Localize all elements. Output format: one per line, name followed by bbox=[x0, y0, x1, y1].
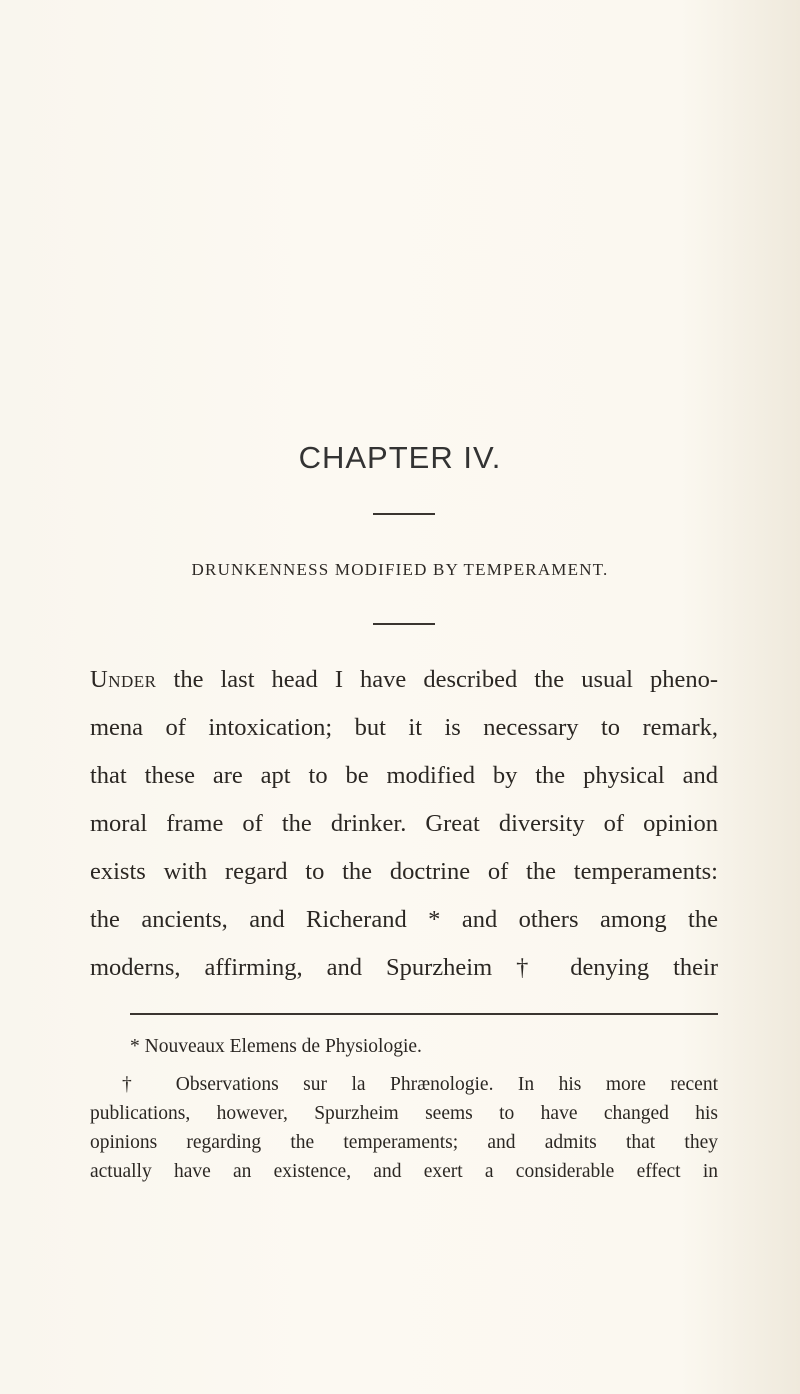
footnote-divider bbox=[130, 1013, 718, 1015]
chapter-title: CHAPTER IV. bbox=[298, 440, 502, 475]
body-line-7: moderns, affirming, and Spurzheim † denying their bbox=[90, 954, 718, 981]
footnote-2-line-3: opinions regarding the temperaments; and admits that they bbox=[90, 1132, 718, 1153]
footnote-2-line-2: publications, however, Spurzheim seems to have changed his bbox=[90, 1103, 718, 1124]
body-line-1 bbox=[90, 656, 718, 704]
footnote-1: * Nouveaux Elemens de Physiologie. bbox=[130, 1036, 422, 1057]
section-heading: DRUNKENNESS MODIFIED BY TEMPERAMENT. bbox=[191, 560, 609, 579]
body-line-6: the ancients, and Richerand * and others among the bbox=[90, 906, 718, 933]
footnotes bbox=[90, 1032, 718, 1186]
body-line-3: that these are apt to be modified by the physical and bbox=[90, 762, 718, 789]
title-divider-top bbox=[373, 513, 435, 515]
footnote-2-line-4: actually have an existence, and exert a considerable effect in bbox=[90, 1161, 718, 1182]
body-line-5: exists with regard to the doctrine of the temperaments: bbox=[90, 858, 718, 885]
title-divider-bottom bbox=[373, 623, 435, 625]
body-line-4: moral frame of the drinker. Great diversity of opinion bbox=[90, 810, 718, 837]
body-paragraph bbox=[90, 656, 718, 992]
footnote-2 bbox=[90, 1070, 718, 1186]
body-line-2: mena of intoxication; but it is necessary to remark, bbox=[90, 714, 718, 741]
footnote-2-line-1: † Observations sur la Phrænologie. In his more recent bbox=[122, 1074, 718, 1095]
body-line-1-rest: the last head I have described the usual pheno- bbox=[156, 666, 718, 693]
opening-word: Under bbox=[90, 666, 157, 693]
